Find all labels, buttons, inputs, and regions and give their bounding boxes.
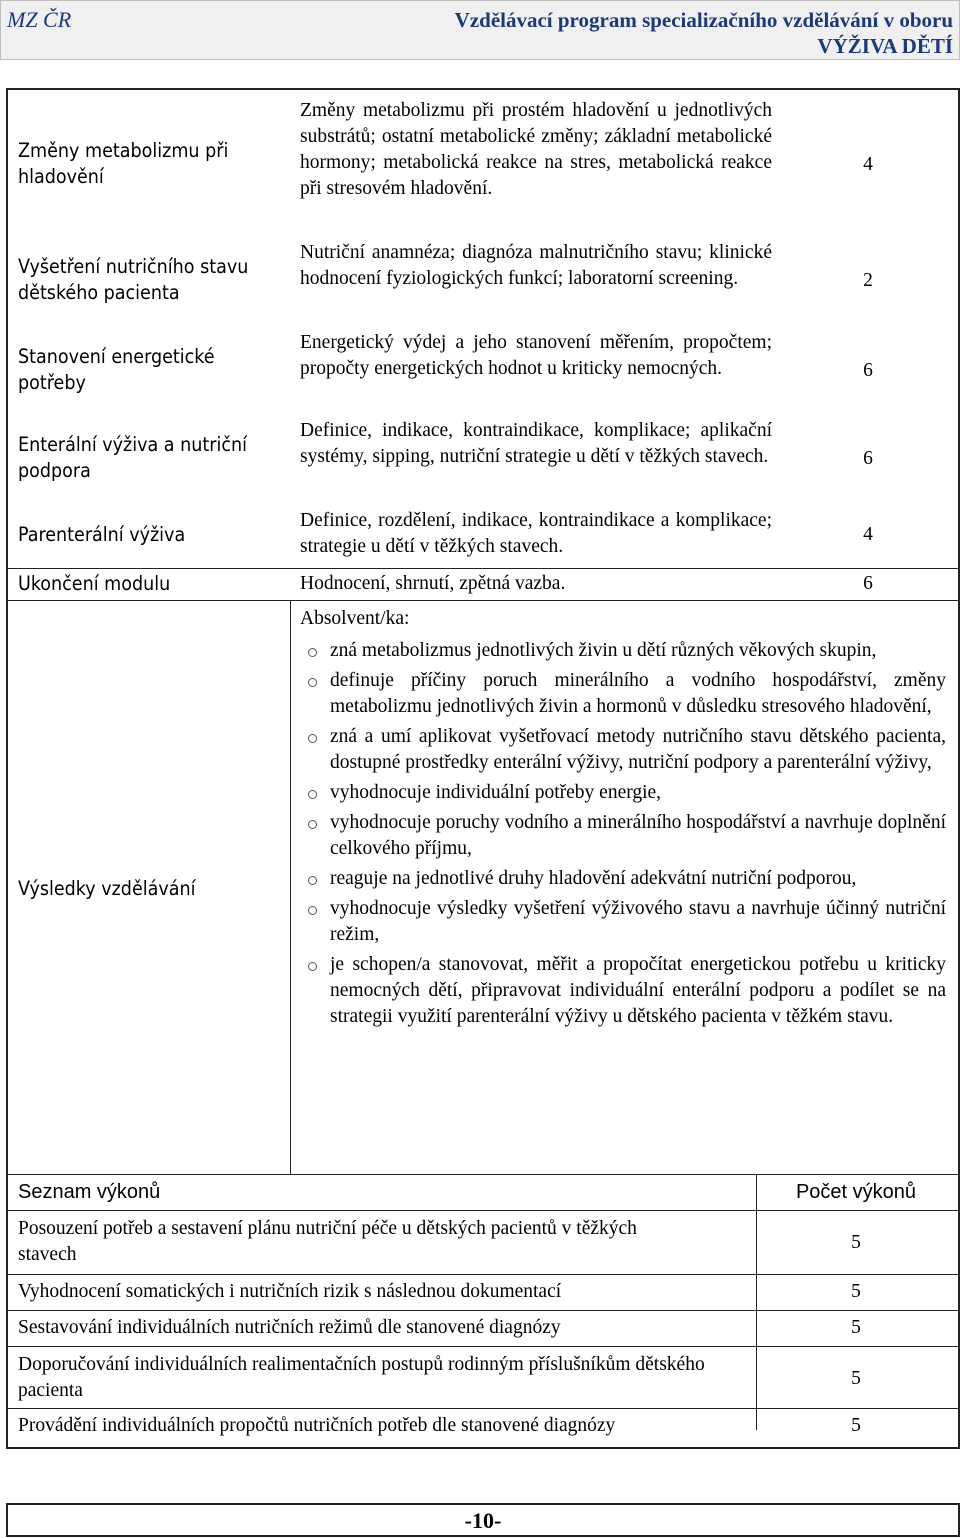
outcome-item: zná a umí aplikovat vyšetřovací metody nutričního stavu dětského pacienta, dostupné prostředky enterální výživy, nutriční podpory a parenterální výživy, bbox=[300, 724, 946, 776]
module-end-hours: 6 bbox=[863, 573, 873, 594]
topic-title: Stanovení energetické potřeby bbox=[18, 345, 215, 394]
performance-item: Sestavování individuálních nutričních režimů dle stanovené diagnózy bbox=[18, 1317, 561, 1338]
performance-item: Vyhodnocení somatických i nutričních rizik s následnou dokumentací bbox=[18, 1281, 562, 1302]
module-end-title: Ukončení modulu bbox=[18, 572, 171, 595]
topic-hours: 2 bbox=[863, 270, 873, 291]
topic-title: Změny metabolizmu při hladovění bbox=[18, 139, 229, 188]
performance-count: 5 bbox=[851, 1317, 861, 1338]
page-number-box bbox=[6, 1503, 960, 1537]
outcome-item: reaguje na jednotlivé druhy hladovění adekvátní nutriční podporou, bbox=[300, 866, 946, 892]
page-header bbox=[0, 0, 960, 60]
topic-hours: 4 bbox=[863, 154, 873, 175]
topic-description: Energetický výdej a jeho stanovení měřením, propočtem; propočty energetických hodnot u kriticky nemocných. bbox=[300, 332, 772, 379]
outcome-item: je schopen/a stanovovat, měřit a propočítat energetickou potřebu u kriticky nemocných dětí, připravovat individuální enterální podporu a podílet se na strategii využití parenterální výživy u dětského pacienta v těžkém stavu. bbox=[300, 952, 946, 1030]
topic-title: Parenterální výživa bbox=[18, 523, 186, 546]
performance-list-title: Seznam výkonů bbox=[18, 1181, 161, 1203]
performance-item: Posouzení potřeb a sestavení plánu nutriční péče u dětských pacientů v těžkých stavech bbox=[18, 1218, 637, 1265]
outcome-item: vyhodnocuje výsledky vyšetření výživového stavu a navrhuje účinný nutriční režim, bbox=[300, 896, 946, 948]
header-program-title bbox=[455, 7, 953, 59]
page-number: -10- bbox=[464, 1508, 502, 1533]
topic-description: Definice, indikace, kontraindikace, komplikace; aplikační systémy, sipping, nutriční strategie u dětí v těžkých stavech. bbox=[300, 420, 772, 467]
module-table bbox=[6, 88, 960, 1449]
performance-count: 5 bbox=[851, 1281, 861, 1302]
topic-description: Definice, rozdělení, indikace, kontraindikace a komplikace; strategie u dětí v těžkých stavech. bbox=[300, 510, 772, 557]
performance-item: Doporučování individuálních realimentačních postupů rodinným příslušníkům dětského pacienta bbox=[18, 1354, 705, 1401]
outcomes-list bbox=[300, 638, 946, 1034]
outcome-item: vyhodnocuje individuální potřeby energie, bbox=[300, 780, 946, 806]
header-program-line2: VÝŽIVA DĚTÍ bbox=[817, 34, 953, 58]
performance-count: 5 bbox=[851, 1415, 861, 1436]
outcome-item: vyhodnocuje poruchy vodního a minerálního hospodářství a navrhuje doplnění celkového příjmu, bbox=[300, 810, 946, 862]
performance-count: 5 bbox=[851, 1232, 861, 1253]
outcome-item: zná metabolizmus jednotlivých živin u dětí různých věkových skupin, bbox=[300, 638, 946, 664]
topic-description: Nutriční anamnéza; diagnóza malnutričního stavu; klinické hodnocení fyziologických funkcí; laboratorní screening. bbox=[300, 242, 772, 289]
outcomes-intro: Absolvent/ka: bbox=[300, 608, 410, 629]
module-end-description: Hodnocení, shrnutí, zpětná vazba. bbox=[300, 573, 566, 594]
outcome-item: definuje příčiny poruch minerálního a vodního hospodářství, změny metabolizmu jednotlivých živin a hormonů v důsledku stresového hladovění, bbox=[300, 668, 946, 720]
performance-count-title: Počet výkonů bbox=[795, 1181, 917, 1203]
performance-item: Provádění individuálních propočtů nutričních potřeb dle stanovené diagnózy bbox=[18, 1415, 616, 1436]
topic-description: Změny metabolizmu při prostém hladovění u jednotlivých substrátů; ostatní metabolické změny; základní metabolické hormony; metabolická reakce na stres, metabolická reakce při stresovém hladovění. bbox=[300, 100, 772, 199]
topic-hours: 6 bbox=[863, 448, 873, 469]
topic-hours: 4 bbox=[863, 524, 873, 545]
performance-count: 5 bbox=[851, 1368, 861, 1389]
topic-title: Enterální výživa a nutriční podpora bbox=[18, 433, 247, 482]
header-ministry: MZ ČR bbox=[7, 7, 72, 32]
topic-title: Vyšetření nutričního stavu dětského pacienta bbox=[18, 255, 249, 304]
header-program-line1: Vzdělávací program specializačního vzdělávání v oboru bbox=[454, 8, 953, 32]
topic-hours: 6 bbox=[863, 360, 873, 381]
outcomes-title: Výsledky vzdělávání bbox=[18, 877, 196, 900]
